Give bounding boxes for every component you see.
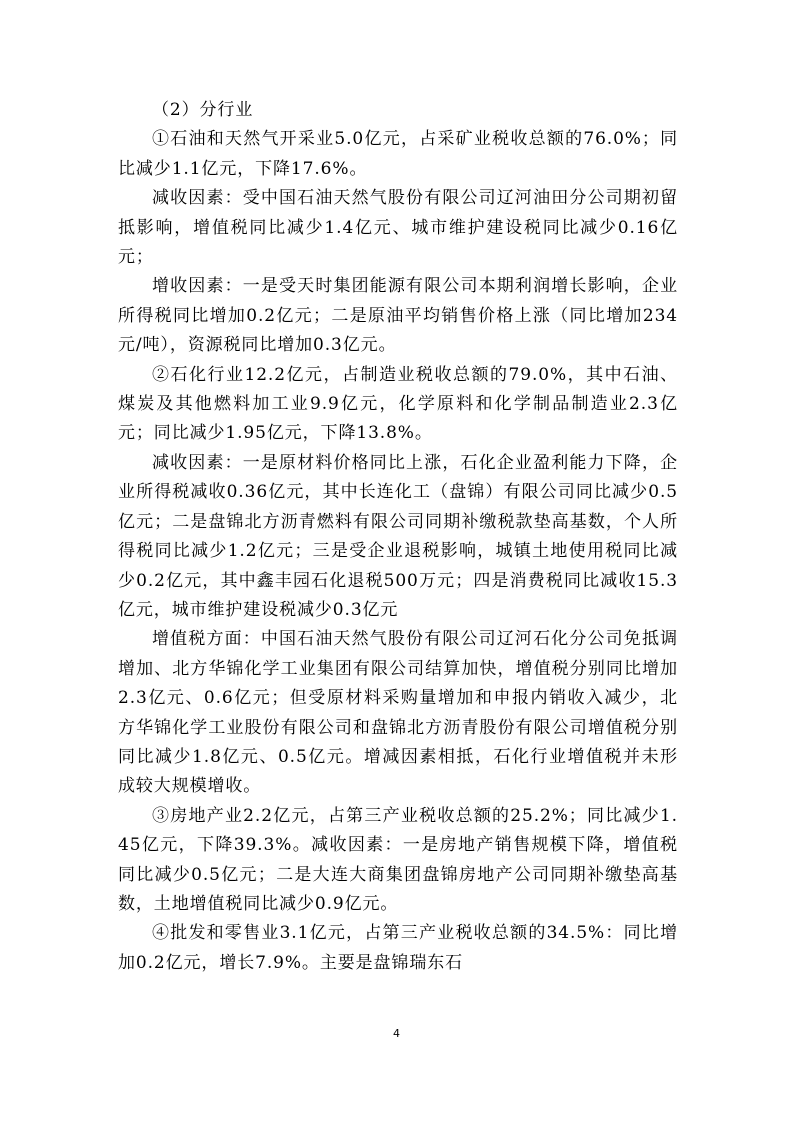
document-body — [118, 96, 678, 978]
paragraph-petroleum-decrease-factors: 减收因素：受中国石油天然气股份有限公司辽河油田分公司期初留抵影响，增值税同比减少1.4亿元、城市维护建设税同比减少0.16亿元； — [118, 188, 678, 268]
page-number: 4 — [393, 1027, 400, 1040]
paragraph-petroleum-extraction: ①石油和天然气开采业5.0亿元，占采矿业税收总额的76.0%；同比减少1.1亿元，下降17.6%。 — [118, 129, 678, 179]
paragraph-vat-aspects: 增值税方面：中国石油天然气股份有限公司辽河石化分公司免抵调增加、北方华锦化学工业集团有限公司结算加快，增值税分别同比增加2.3亿元、0.6亿元；但受原材料采购量增加和申报内销收入减少，北方华锦化学工业股份有限公司和盘锦北方沥青股份有限公司增值税分别同比减少1.8亿元、0.5亿元。增减因素相抵，石化行业增值税并未形成较大规模增收。 — [118, 629, 678, 797]
paragraph-real-estate: ③房地产业2.2亿元，占第三产业税收总额的25.2%；同比减少1.45亿元，下降39.3%。减收因素：一是房地产销售规模下降，增值税同比减少0.5亿元；二是大连大商集团盘锦房地产公司同期补缴垫高基数，土地增值税同比减少0.9亿元。 — [118, 805, 678, 914]
paragraph-petroleum-increase-factors: 增收因素：一是受天时集团能源有限公司本期利润增长影响，企业所得税同比增加0.2亿元；二是原油平均销售价格上涨（同比增加234元/吨），资源税同比增加0.3亿元。 — [118, 276, 678, 356]
section-heading: （2）分行业 — [152, 100, 254, 120]
paragraph-wholesale-retail: ④批发和零售业3.1亿元，占第三产业税收总额的34.5%：同比增加0.2亿元，增长7.9%。主要是盘锦瑞东石 — [118, 923, 678, 973]
paragraph-petrochemical-decrease-factors: 减收因素：一是原材料价格同比上涨，石化企业盈利能力下降，企业所得税减收0.36亿元，其中长连化工（盘锦）有限公司同比减少0.5亿元；二是盘锦北方沥青燃料有限公司同期补缴税款垫高基数，个人所得税同比减少1.2亿元；三是受企业退税影响，城镇土地使用税同比减少0.2亿元，其中鑫丰园石化退税500万元；四是消费税同比减收15.3亿元，城市维护建设税减少0.3亿元 — [118, 452, 678, 620]
paragraph-petrochemical-industry: ②石化行业12.2亿元，占制造业税收总额的79.0%，其中石油、煤炭及其他燃料加工业9.9亿元，化学原料和化学制品制造业2.3亿元；同比减少1.95亿元，下降13.8%。 — [118, 364, 678, 444]
